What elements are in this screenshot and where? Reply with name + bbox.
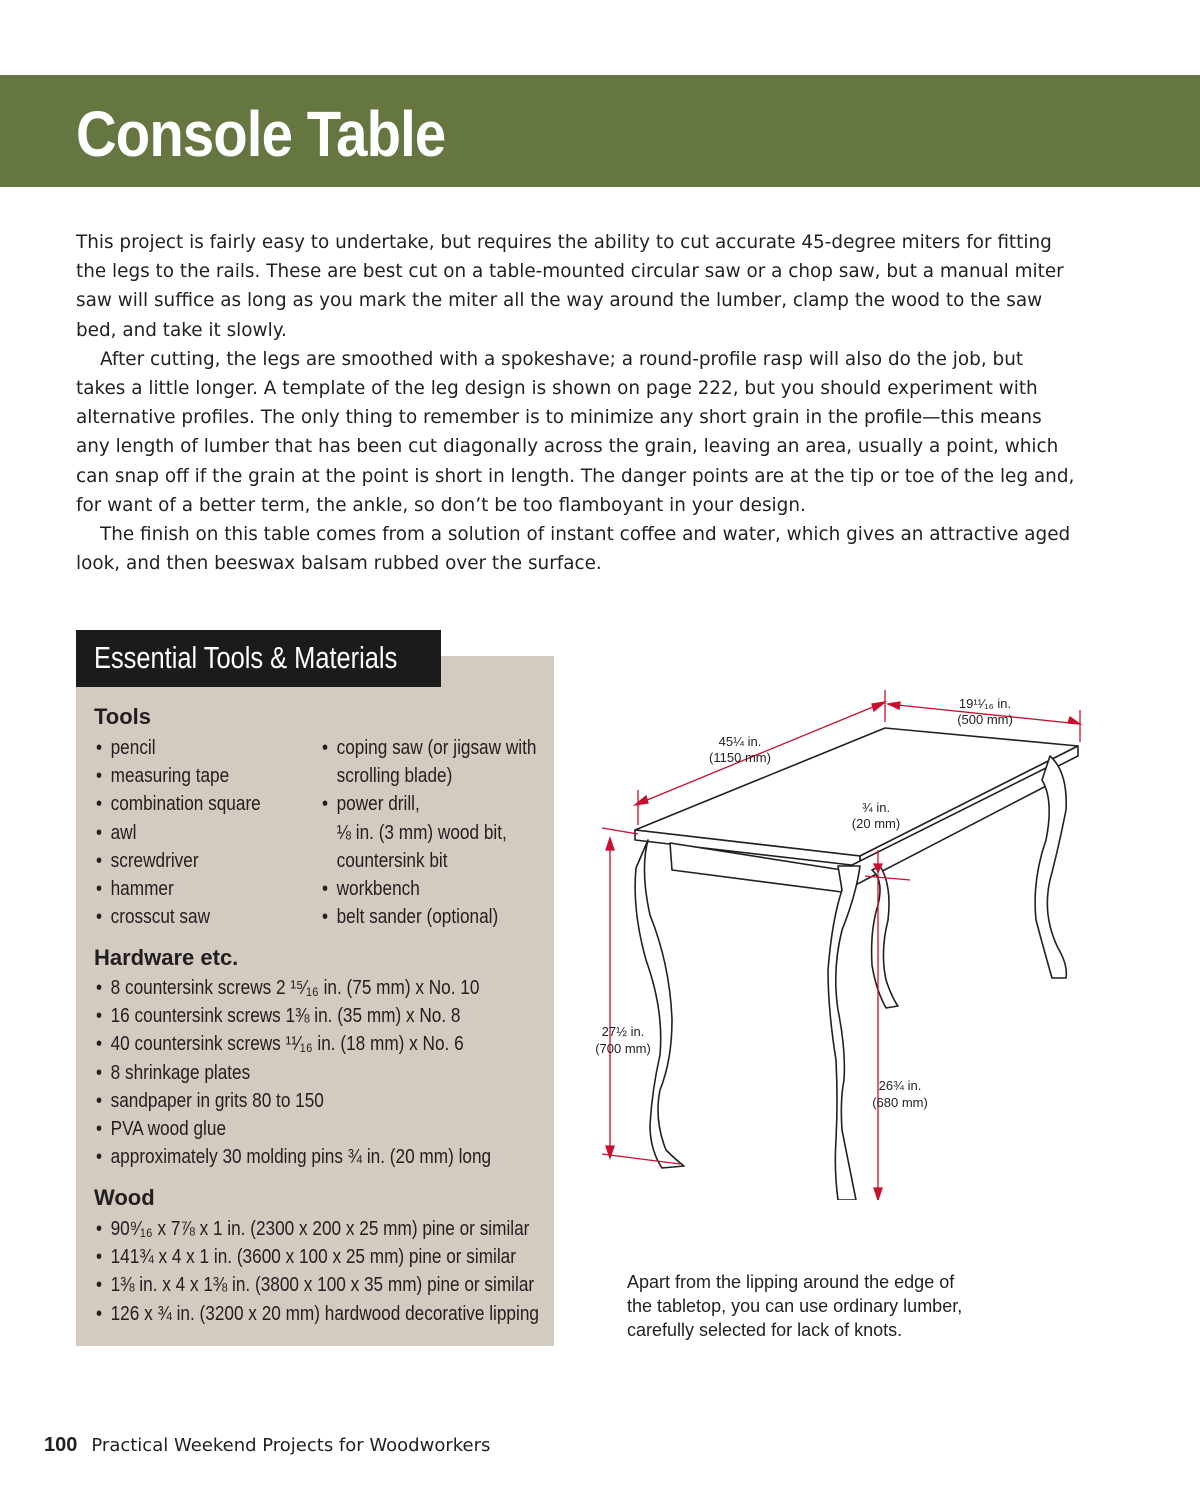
tool-item: • coping saw (or jigsaw with (322, 734, 536, 762)
page-number: 100 (44, 1434, 78, 1456)
tools-list-col2 (322, 734, 571, 931)
tool-item: ⅛ in. (3 mm) wood bit, (336, 821, 507, 844)
tool-item: • workbench (322, 875, 536, 903)
caption-line-1: Apart from the lipping around the edge of (627, 1272, 955, 1292)
height-mm-label: (700 mm) (595, 1041, 651, 1056)
hardware-item: • 40 countersink screws ¹¹⁄₁₆ in. (18 mm) x No. 6 (96, 1030, 491, 1058)
hardware-heading: Hardware etc. (94, 945, 239, 970)
panel-heading-bar (76, 630, 441, 687)
wood-list (96, 1215, 611, 1328)
hardware-list (96, 974, 555, 1171)
front-left-leg (635, 840, 684, 1168)
tool-item: • belt sander (optional) (322, 903, 536, 931)
intro-paragraph-3: The finish on this table comes from a solution of instant coffee and water, which gives an attractive aged look, and then beeswax balsam rubbed over the surface. (76, 524, 1071, 575)
table-drawing (580, 680, 1120, 1200)
hardware-item: • 8 countersink screws 2 ¹⁵⁄₁₆ in. (75 mm) x No. 10 (96, 974, 491, 1002)
front-right-leg (828, 866, 860, 1200)
length-mm-label: (1150 mm) (709, 750, 771, 765)
hardware-item: • 8 shrinkage plates (96, 1059, 491, 1087)
tools-heading: Tools (94, 704, 152, 729)
height-in-label: 27½ in. (601, 1024, 645, 1039)
hardware-item: • sandpaper in grits 80 to 150 (96, 1087, 491, 1115)
top-thickness-mm-label: (20 mm) (851, 816, 901, 831)
wood-item: • 141¾ x 4 x 1 in. (3600 x 100 x 25 mm) pine or similar (96, 1243, 539, 1271)
top-thickness-in-label: ¾ in. (861, 800, 891, 815)
width-mm-label: (500 mm) (957, 712, 1013, 727)
tool-item: • crosscut saw (96, 903, 261, 931)
tool-item: scrolling blade) (336, 765, 453, 788)
page-footer (44, 1434, 490, 1457)
table-illustration (580, 680, 1120, 1200)
width-in-label: 19¹¹⁄₁₆ in. (958, 696, 1012, 711)
tool-item: • screwdriver (96, 847, 261, 875)
intro-paragraph-2: After cutting, the legs are smoothed with a spokeshave; a round-profile rasp will also do the job, but takes a little longer. A template of the leg design is shown on page 222, but you should experiment with alternative profiles. The only thing to remember is to minimize any short grain in the profile—this means any length of lumber that has been cut diagonally across the grain, leaving an area, usually a point, which can snap off if the grain at the point is short in length. The danger points are at the tip or toe of the leg and, for want of a better term, the ankle, so don’t be too flamboyant in your design. (76, 348, 1075, 516)
tool-item: • awl (96, 819, 261, 847)
hardware-item: • PVA wood glue (96, 1115, 491, 1143)
intro-text (76, 228, 1076, 578)
length-in-label: 45¼ in. (718, 734, 762, 749)
hardware-item: • approximately 30 molding pins ¾ in. (20 mm) long (96, 1143, 491, 1171)
tool-item: • hammer (96, 875, 261, 903)
wood-item: • 90⁹⁄₁₆ x 7⅞ x 1 in. (2300 x 200 x 25 mm) pine or similar (96, 1215, 539, 1243)
tool-item: • pencil (96, 734, 261, 762)
tool-item: • measuring tape (96, 762, 261, 790)
back-left-leg (872, 866, 898, 1008)
caption-line-2: the tabletop, you can use ordinary lumber, (627, 1296, 963, 1316)
page-title: Console Table (76, 98, 446, 170)
title-band (0, 75, 1200, 187)
tools-list-col1 (96, 734, 288, 931)
tool-item: • power drill, (322, 790, 536, 818)
book-title: Practical Weekend Projects for Woodworkers (91, 1435, 491, 1456)
hardware-item: • 16 countersink screws 1⅜ in. (35 mm) x No. 8 (96, 1002, 491, 1030)
caption-line-3: carefully selected for lack of knots. (627, 1320, 903, 1340)
wood-heading: Wood (94, 1185, 155, 1210)
intro-paragraph-1: This project is fairly easy to undertake, but requires the ability to cut accurate 45-degree miters for fitting the legs to the rails. These are best cut on a table-mounted circular saw or a chop saw, but a manual miter saw will suffice as long as you mark the miter all the way around the lumber, clamp the wood to the saw bed, and take it slowly. (76, 232, 1064, 341)
tool-item: • combination square (96, 790, 261, 818)
wood-item: • 1⅜ in. x 4 x 1⅜ in. (3800 x 100 x 35 mm) pine or similar (96, 1271, 539, 1299)
figure-caption (627, 1270, 987, 1342)
panel-heading: Essential Tools & Materials (94, 640, 398, 675)
leg-length-in-label: 26¾ in. (878, 1078, 922, 1093)
tool-item: countersink bit (336, 849, 448, 872)
leg-length-mm-label: (680 mm) (872, 1095, 928, 1110)
wood-item: • 126 x ¾ in. (3200 x 20 mm) hardwood decorative lipping (96, 1300, 539, 1328)
